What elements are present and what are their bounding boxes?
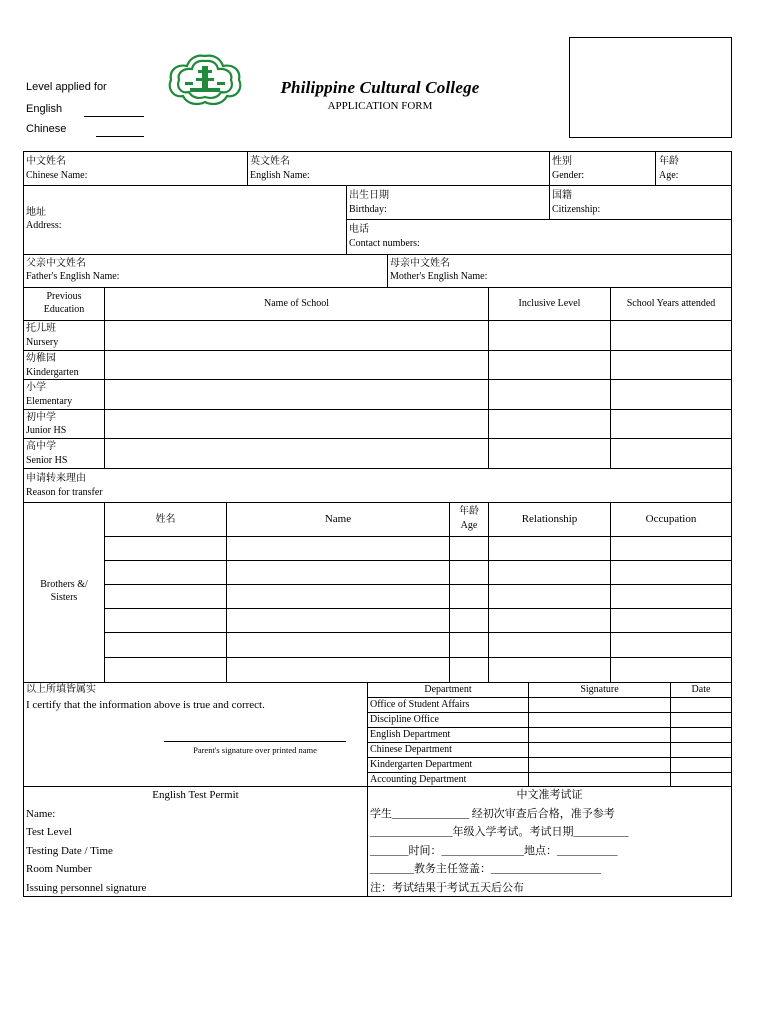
education-row-elementary[interactable]: [105, 380, 731, 409]
permit-signature-label: Issuing personnel signature: [26, 882, 147, 894]
education-row-senior-hs[interactable]: [105, 439, 731, 468]
gender-field[interactable]: [550, 152, 654, 184]
level-applied-label: Level applied for: [26, 81, 107, 93]
address-field[interactable]: [24, 186, 345, 253]
education-row-junior-hs[interactable]: [105, 410, 731, 438]
english-name-field[interactable]: [248, 152, 548, 184]
level-english-label: English: [26, 103, 63, 115]
reason-label-cn: 申请转来理由: [26, 473, 86, 484]
sibling-row[interactable]: [104, 537, 731, 561]
school-name-header: Name of School: [264, 298, 329, 309]
junior-hs-label: Junior HS: [26, 425, 67, 436]
previous-education-header-2: Education: [43, 304, 85, 315]
english-permit-fields[interactable]: [200, 804, 366, 894]
permit-testing-date-label: Testing Date / Time: [26, 845, 113, 857]
english-name-label-cn: 英文姓名: [250, 156, 290, 167]
inclusive-level-header: Inclusive Level: [518, 298, 581, 309]
dept-english: English Department: [370, 729, 451, 740]
contact-label: Contact numbers:: [349, 238, 420, 249]
parent-signature-line[interactable]: [164, 741, 346, 742]
gender-label-cn: 性别: [552, 156, 572, 167]
birthday-label: Birthday:: [349, 204, 387, 215]
contact-field[interactable]: [347, 220, 730, 253]
permit-room-number-label: Room Number: [26, 863, 92, 875]
school-seal-icon: [165, 52, 245, 108]
senior-hs-label-cn: 高中学: [26, 441, 56, 452]
dept-signature-cell[interactable]: [529, 698, 731, 712]
chinese-permit-note: 注：考试结果于考试五天后公布: [370, 882, 524, 894]
permit-name-label: Name:: [26, 808, 56, 820]
education-row-kindergarten[interactable]: [105, 351, 731, 379]
elementary-label: Elementary: [26, 396, 73, 407]
dept-student-affairs: Office of Student Affairs: [370, 699, 470, 710]
age-label-cn: 年龄: [659, 156, 679, 167]
siblings-label: Brothers &/: [40, 579, 88, 590]
nursery-label: Nursery: [26, 337, 59, 348]
sibling-row[interactable]: [104, 609, 731, 633]
chinese-name-label: Chinese Name:: [26, 170, 88, 181]
certify-statement: I certify that the information above is true and correct.: [26, 699, 265, 711]
address-label-cn: 地址: [26, 207, 46, 218]
dept-signature-cell[interactable]: [529, 728, 731, 742]
senior-hs-label: Senior HS: [26, 455, 68, 466]
junior-hs-label-cn: 初中学: [26, 412, 56, 423]
chinese-permit-line-4: ________教务主任签盖：____________________: [370, 863, 601, 875]
father-name-field[interactable]: [24, 255, 386, 286]
college-name: Philippine Cultural College: [280, 78, 480, 97]
sibling-row[interactable]: [104, 633, 731, 657]
chinese-permit-line-1: 学生______________ 经初次审查后合格，准予参考: [370, 808, 615, 820]
chinese-permit-line-2: _______________年级入学考试。考试日期__________: [370, 826, 629, 838]
dept-signature-cell[interactable]: [529, 713, 731, 727]
permit-test-level-label: Test Level: [26, 826, 72, 838]
photo-box[interactable]: [569, 37, 732, 138]
sibling-occupation-header: Occupation: [645, 513, 697, 525]
reason-label: Reason for transfer: [26, 487, 103, 498]
mother-label: Mother's English Name:: [390, 271, 488, 282]
citizenship-field[interactable]: [550, 186, 730, 218]
birthday-field[interactable]: [347, 186, 548, 218]
mother-label-cn: 母亲中文姓名: [390, 258, 450, 269]
father-label: Father's English Name:: [26, 271, 120, 282]
sibling-age-cn-header: 年龄: [459, 506, 479, 517]
previous-education-header: Previous: [46, 291, 82, 302]
date-header: Date: [691, 684, 711, 695]
dept-chinese: Chinese Department: [370, 744, 452, 755]
contact-label-cn: 电话: [349, 224, 369, 235]
form-title: APPLICATION FORM: [327, 100, 433, 112]
address-label: Address:: [26, 220, 62, 231]
level-chinese-label: Chinese: [26, 123, 67, 135]
school-years-header: School Years attended: [626, 298, 716, 309]
nursery-label-cn: 托儿班: [26, 323, 56, 334]
citizenship-label: Citizenship:: [552, 204, 601, 215]
level-english-field[interactable]: [84, 116, 144, 117]
department-header: Department: [424, 684, 472, 695]
father-label-cn: 父亲中文姓名: [26, 258, 86, 269]
sibling-relationship-header: Relationship: [521, 513, 578, 525]
signature-header: Signature: [580, 684, 619, 695]
kindergarten-label-cn: 幼稚园: [26, 353, 56, 364]
sibling-age-header: Age: [460, 520, 478, 531]
dept-signature-cell[interactable]: [529, 743, 731, 757]
certify-statement-cn: 以上所填皆属实: [26, 684, 96, 695]
chinese-name-label-cn: 中文姓名: [26, 156, 66, 167]
citizenship-label-cn: 国籍: [552, 190, 572, 201]
education-row-nursery[interactable]: [105, 321, 731, 350]
age-label: Age:: [659, 170, 679, 181]
kindergarten-label: Kindergarten: [26, 367, 79, 378]
dept-discipline: Discipline Office: [370, 714, 439, 725]
siblings-label-2: Sisters: [50, 592, 78, 603]
dept-signature-cell[interactable]: [529, 758, 731, 772]
sibling-row[interactable]: [104, 585, 731, 609]
sibling-name-header: Name: [324, 513, 352, 525]
mother-name-field[interactable]: [388, 255, 730, 286]
elementary-label-cn: 小学: [26, 382, 46, 393]
chinese-permit-line-3: _______时间：_______________地点：___________: [370, 845, 618, 857]
sibling-name-cn-header: 姓名: [155, 514, 176, 525]
english-permit-title: English Test Permit: [152, 789, 239, 801]
parent-signature-label: Parent's signature over printed name: [193, 745, 317, 755]
reason-field[interactable]: [130, 470, 730, 501]
dept-accounting: Accounting Department: [370, 774, 467, 785]
birthday-label-cn: 出生日期: [349, 190, 389, 201]
gender-label: Gender:: [552, 170, 585, 181]
dept-kindergarten: Kindergarten Department: [370, 759, 473, 770]
english-name-label: English Name:: [250, 170, 310, 181]
age-field[interactable]: [656, 152, 730, 184]
sibling-row[interactable]: [104, 561, 731, 585]
chinese-permit-title: 中文准考试证: [516, 789, 583, 801]
sibling-row[interactable]: [104, 658, 731, 682]
chinese-name-field[interactable]: [24, 152, 246, 184]
level-chinese-field[interactable]: [96, 136, 144, 137]
dept-signature-cell[interactable]: [529, 773, 731, 786]
